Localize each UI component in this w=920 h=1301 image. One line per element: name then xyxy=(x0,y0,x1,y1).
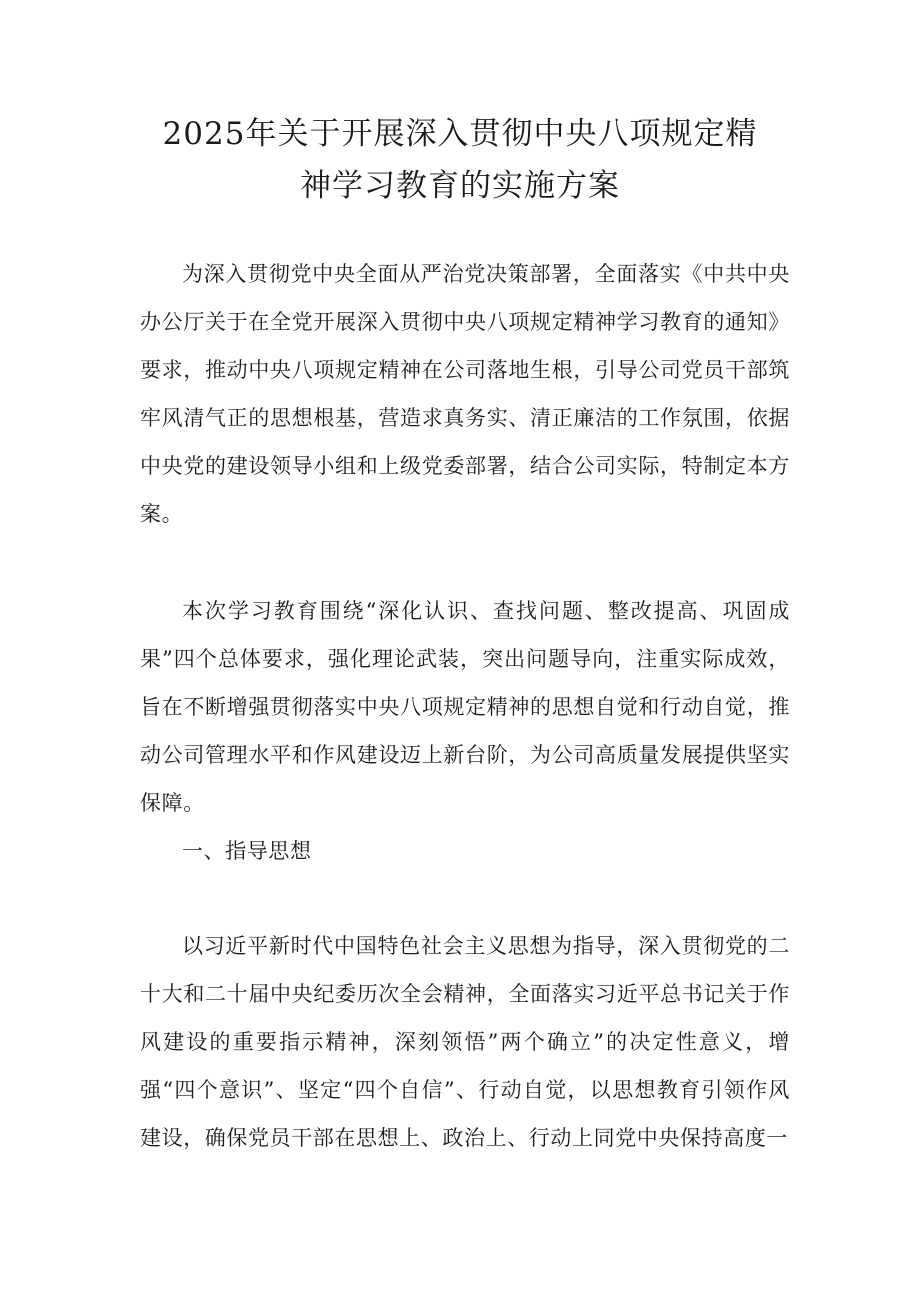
section-heading-guiding-ideology: 一、指导思想 xyxy=(182,839,312,863)
document-title-line-1: 2025年关于开展深入贯彻中央八项规定精 xyxy=(162,116,758,152)
goal-paragraph: 本次学习教育围绕“深化认识、查找问题、整改提高、巩固成果”四个总体要求，强化理论武装，突出问题导向，注重实际成效，旨在不断增强贯彻落实中央八项规定精神的思想自觉和行动自觉，推动公司管理水平和作风建设迈上新台阶，为公司高质量发展提供坚实保障。 xyxy=(140,599,790,815)
intro-paragraph: 为深入贯彻党中央全面从严治党决策部署，全面落实《中共中央办公厅关于在全党开展深入贯彻中央八项规定精神学习教育的通知》要求，推动中央八项规定精神在公司落地生根，引导公司党员干部筑牢风清气正的思想根基，营造求真务实、清正廉洁的工作氛围，依据中央党的建设领导小组和上级党委部署，结合公司实际，特制定本方案。 xyxy=(140,262,790,526)
document-title-line-2: 神学习教育的实施方案 xyxy=(300,168,620,204)
guiding-ideology-paragraph: 以习近平新时代中国特色社会主义思想为指导，深入贯彻党的二十大和二十届中央纪委历次全会精神，全面落实习近平总书记关于作风建设的重要指示精神，深刻领悟”两个确立”的决定性意义，增强“四个意识”、坚定“四个自信”、行动自觉，以思想教育引领作风建设，确保党员干部在思想上、政治上、行动上同党中央保持高度一 xyxy=(140,934,790,1150)
